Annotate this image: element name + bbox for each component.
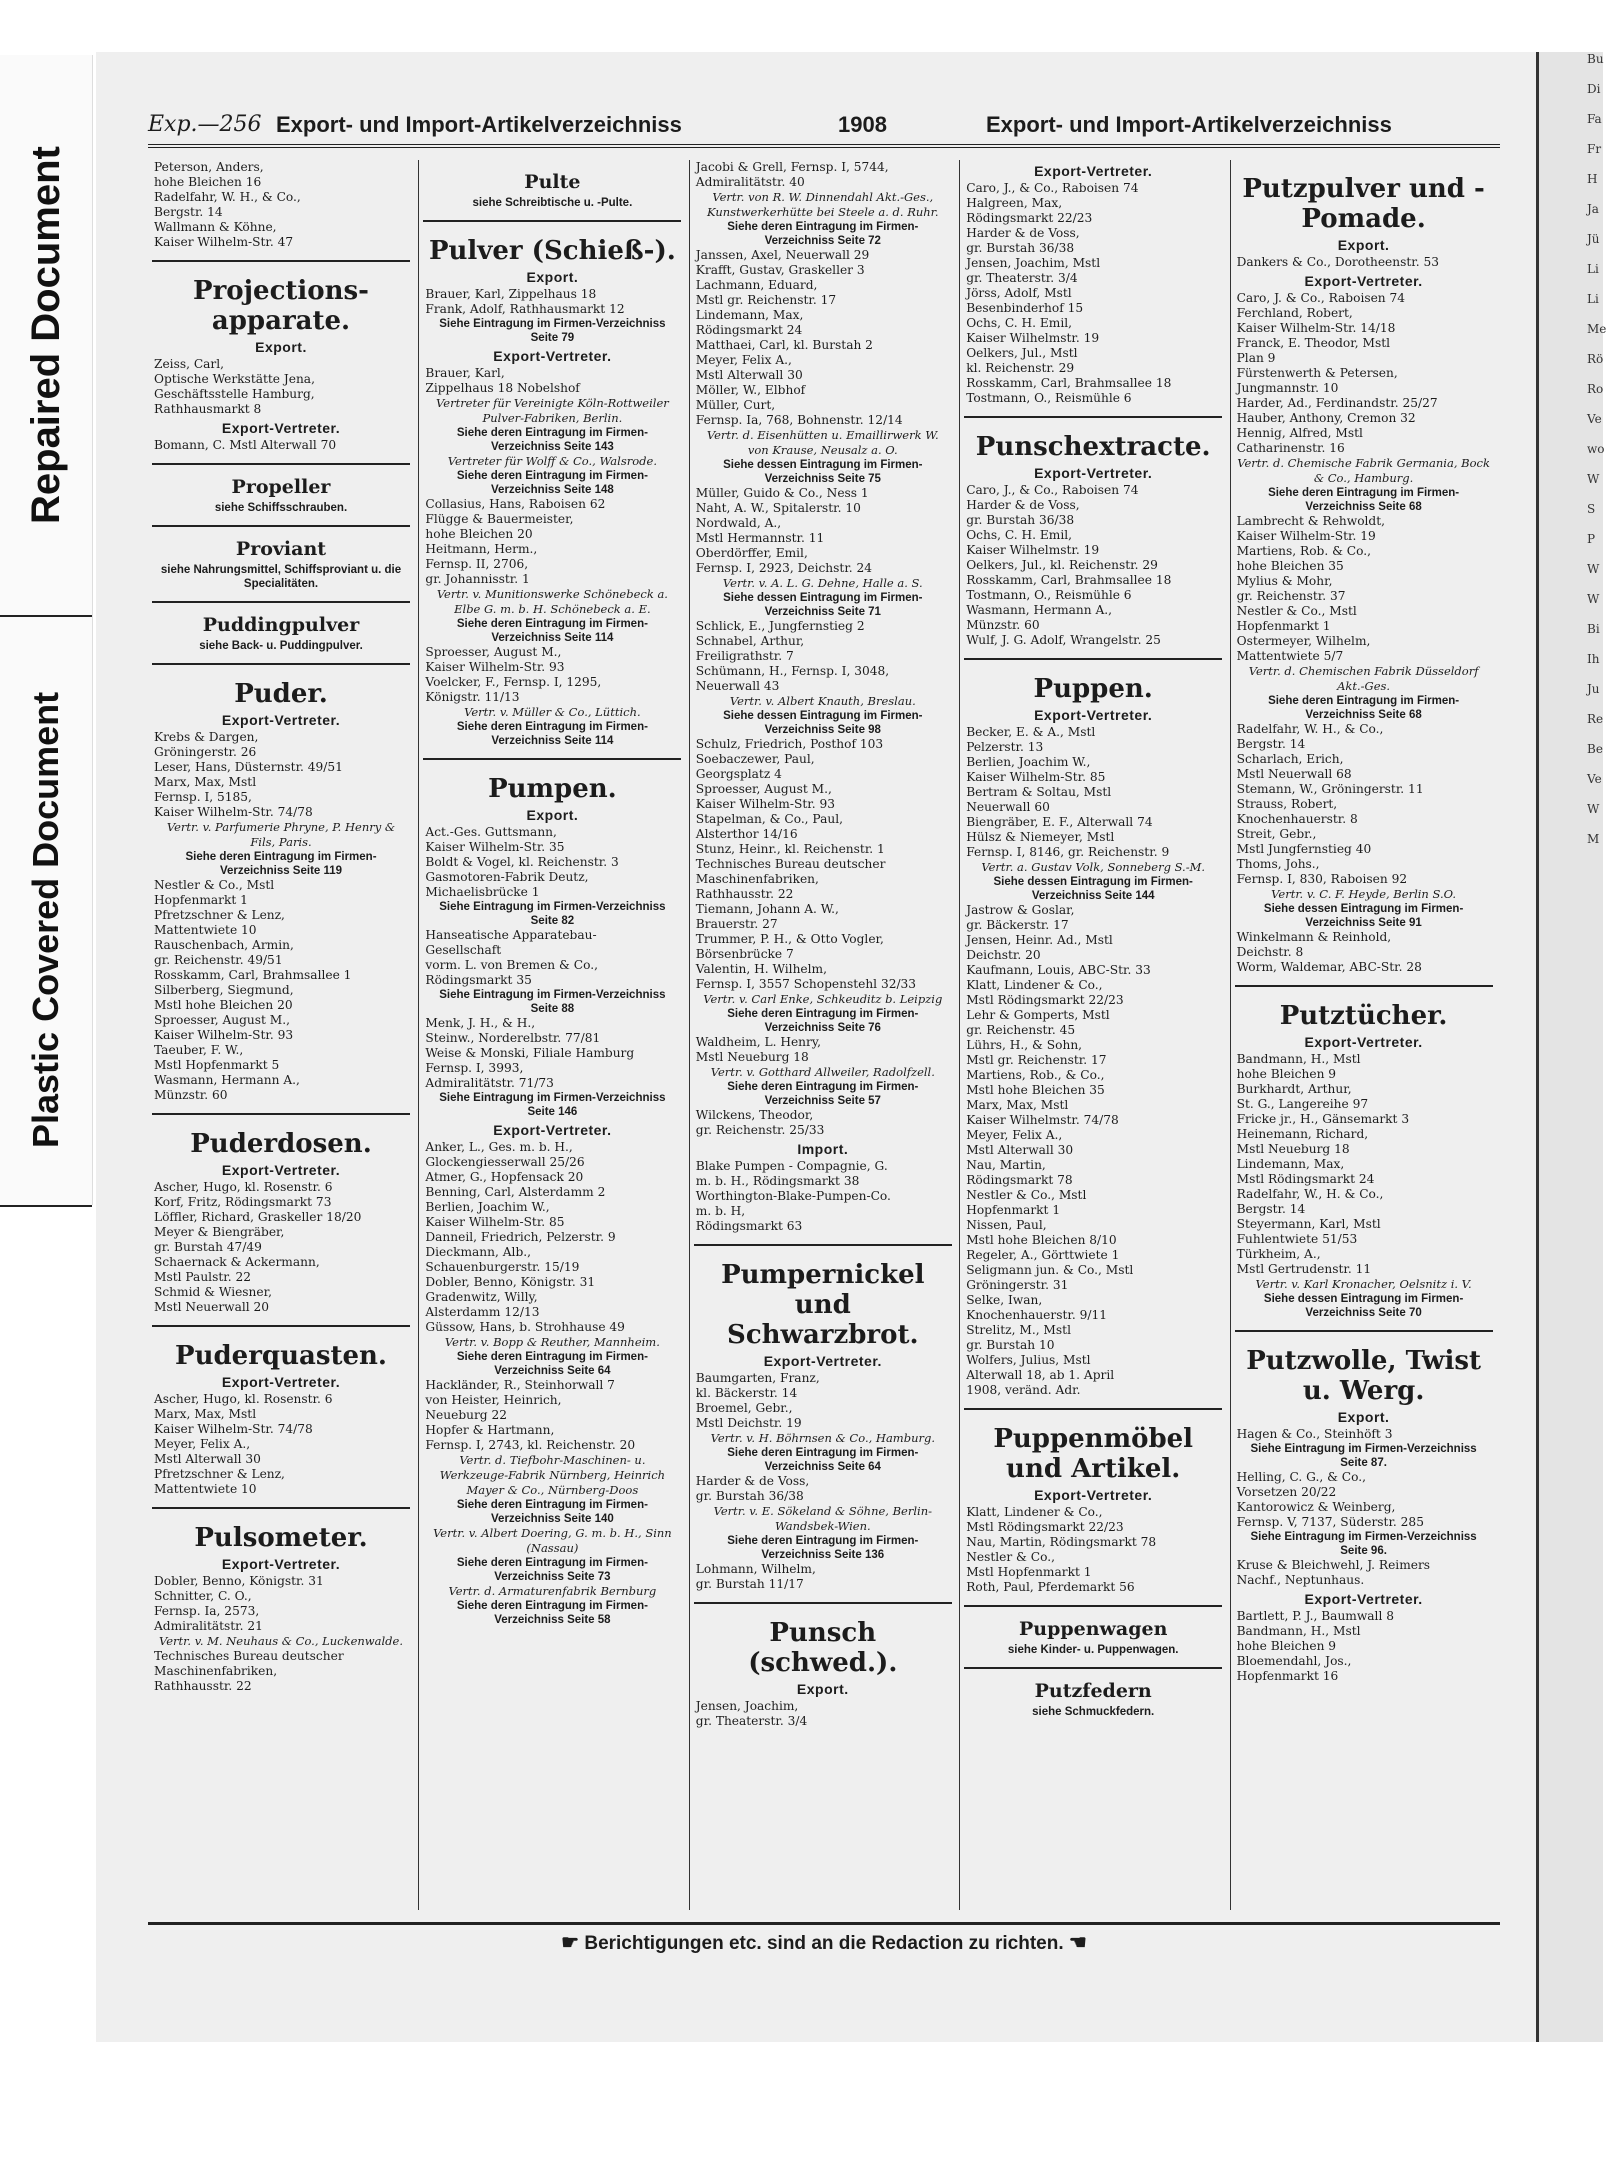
label-repaired-document: Repaired Document	[0, 55, 92, 617]
directory-entry: Bartlett, P. J., Baumwall 8 Bandmann, H., Mstl hohe Bleichen 9 Bloemendahl, Jos., Hopfenmarkt 16	[1236, 1609, 1394, 1683]
section-divider	[964, 1408, 1222, 1410]
directory-entry: Ascher, Hugo, kl. Rosenstr. 6 Korf, Fritz, Rödingsmarkt 73 Löffler, Richard, Graskeller 18/20 Meyer & Biengräber, gr. Burstah 47/49 Schaernack & Ackermann, Mstl Paulstr. 22 Schmid & Wiesner, Mstl Neuerwall 20	[154, 1180, 362, 1314]
adjacent-page-fragment: Ve	[1587, 412, 1602, 426]
representation-note: Vertr. v. M. Neuhaus & Co., Luckenwalde.	[159, 1634, 403, 1648]
section-divider	[694, 1602, 952, 1604]
subsection-heading: Pulte	[524, 171, 581, 193]
category-label: Export-Vertreter.	[221, 420, 341, 436]
section-heading: Puppen.	[1033, 674, 1153, 704]
category-label: Export-Vertreter.	[1304, 1591, 1423, 1607]
directory-entry: Bomann, C. Mstl Alterwall 70	[154, 438, 337, 452]
cross-reference: Siehe dessen Eintragung im Firmen-Verzeichniss Seite 71	[723, 592, 923, 618]
category-label: Export-Vertreter.	[763, 1353, 882, 1369]
cross-reference: Siehe deren Eintragung im Firmen-Verzeichniss Seite 143	[456, 427, 648, 453]
section-divider	[152, 663, 410, 665]
representation-note: Vertr. v. C. F. Heyde, Berlin S.O.	[1271, 887, 1457, 901]
section-heading: Puderdosen.	[190, 1129, 372, 1159]
section-heading: Projections-apparate.	[193, 276, 369, 336]
directory-entry: Nestler & Co., Mstl Hopfenmarkt 1 Pfretzschner & Lenz, Mattentwiete 10 Rauschenbach, Armin, gr. Reichenstr. 49/51 Rosskamm, Carl, Brahmsallee 1 Silberberg, Siegmund, Mstl hohe Bleichen 20 Sproesser, August M., Kaiser Wilhelm-Str. 93 Taeuber, F. W., Mstl Hopfenmarkt 5 Wasmann, Hermann A., Münzstr. 60	[154, 878, 352, 1102]
section-divider	[152, 1507, 410, 1509]
section-divider	[423, 758, 681, 760]
representation-note: Vertr. v. Bopp & Reuther, Mannheim.	[444, 1335, 660, 1349]
section-heading: Pulsometer.	[194, 1523, 368, 1553]
representation-note: Vertr. v. H. Böhrnsen & Co., Hamburg.	[710, 1431, 935, 1445]
pointing-hand-left-icon: ☚	[1068, 1932, 1087, 1954]
directory-entry: Jacobi & Grell, Fernsp. I, 5744, Admiralitätstr. 40	[695, 160, 889, 189]
directory-entry: Zeiss, Carl, Optische Werkstätte Jena, Geschäftsstelle Hamburg, Rathhausmarkt 8	[154, 357, 315, 416]
representation-note: Vertr. v. Albert Doering, G. m. b. H., Sinn (Nassau)	[433, 1526, 672, 1555]
column-2	[418, 160, 685, 1910]
cross-reference: Siehe deren Eintragung im Firmen-Verzeichniss Seite 58	[456, 1600, 648, 1626]
section-heading: Punschextracte.	[975, 432, 1211, 462]
section-heading: Pumpernickel und Schwarzbrot.	[721, 1260, 925, 1350]
adjacent-page-fragment: W	[1587, 592, 1600, 606]
section-divider	[1235, 985, 1493, 987]
side-label-strip	[0, 55, 93, 1205]
section-heading: Punsch (schwed.).	[748, 1618, 898, 1678]
directory-entry: Becker, E. & A., Mstl Pelzerstr. 13 Berlien, Joachim W., Kaiser Wilhelm-Str. 85 Bertram & Soltau, Mstl Neuerwall 60 Biengräber, E. F., Alterwall 74 Hülsz & Niemeyer, Mstl Fernsp. I, 8146, gr. Reichenstr. 9	[966, 725, 1170, 859]
category-label: Export.	[1337, 237, 1390, 253]
adjacent-page-fragment: Ju	[1587, 682, 1600, 696]
subsection-heading: Puppenwagen	[1018, 1618, 1168, 1640]
adjacent-page-fragment: Bu	[1587, 52, 1604, 66]
cross-reference: Siehe Eintragung im Firmen-Verzeichniss Seite 96.	[1250, 1531, 1477, 1557]
header-title-left: Export- und Import-Artikelverzeichniss	[276, 112, 682, 137]
cross-reference: siehe Nahrungsmittel, Schiffsproviant u. die Specialitäten.	[160, 564, 402, 590]
category-label: Export-Vertreter.	[1304, 1034, 1423, 1050]
representation-note: Vertr. v. Munitionswerke Schönebeck a. Elbe G. m. b. H. Schönebeck a. E.	[436, 587, 668, 616]
directory-entry: Lambrecht & Rehwoldt, Kaiser Wilhelm-Str. 19 Martiens, Rob. & Co., hohe Bleichen 35 Mylius & Mohr, gr. Reichenstr. 37 Nestler & Co., Mstl Hopfenmarkt 1 Ostermeyer, Wilhelm, Mattentwiete 5/7	[1236, 514, 1385, 663]
subsection-heading: Puddingpulver	[202, 614, 360, 636]
adjacent-page-fragment: Ro	[1587, 382, 1604, 396]
category-label: Export-Vertreter.	[493, 348, 612, 364]
directory-entry: Jensen, Joachim, gr. Theaterstr. 3/4	[695, 1699, 808, 1728]
category-label: Export-Vertreter.	[1304, 273, 1423, 289]
column-5	[1230, 160, 1497, 1910]
representation-note: Vertr. v. A. L. G. Dehne, Halle a. S.	[722, 576, 923, 590]
subsection-heading: Proviant	[235, 538, 327, 560]
cross-reference: Siehe deren Eintragung im Firmen-Verzeichniss Seite 119	[185, 851, 377, 877]
cross-reference: Siehe Eintragung im Firmen-Verzeichniss Seite 79	[439, 318, 666, 344]
directory-entry: Brauer, Karl, Zippelhaus 18 Frank, Adolf, Rathhausmarkt 12	[425, 287, 625, 316]
adjacent-page-fragment: Be	[1587, 742, 1603, 756]
cross-reference: Siehe deren Eintragung im Firmen-Verzeichniss Seite 72	[727, 221, 919, 247]
cross-reference: Siehe Eintragung im Firmen-Verzeichniss Seite 88	[439, 989, 666, 1015]
directory-entry: Hackländer, R., Steinhorwall 7 von Heister, Heinrich, Neueburg 22 Hopfer & Hartmann, Fernsp. I, 2743, kl. Reichenstr. 20	[425, 1378, 636, 1452]
adjacent-page-fragment: W	[1587, 562, 1600, 576]
directory-entry: Schlick, E., Jungfernstieg 2 Schnabel, Arthur, Freiligrathstr. 7 Schümann, H., Fernsp. I, 3048, Neuerwall 43	[695, 619, 890, 693]
category-label: Export-Vertreter.	[221, 1162, 341, 1178]
cross-reference: Siehe dessen Eintragung im Firmen-Verzeichniss Seite 75	[723, 459, 923, 485]
representation-note: Vertr. d. Eisenhütten u. Emaillirwerk W. von Krause, Neusalz a. O.	[706, 428, 939, 457]
category-label: Export.	[526, 807, 579, 823]
directory-entry: Hanseatische Apparatebau- Gesellschaft vorm. L. von Bremen & Co., Rödingsmarkt 35	[425, 928, 598, 987]
directory-entry: Caro, J., & Co., Raboisen 74 Halgreen, Max, Rödingsmarkt 22/23 Harder & de Voss, gr. Burstah 36/38 Jensen, Joachim, Mstl gr. Theaterstr. 3/4 Jörss, Adolf, Mstl Besenbinderhof 15 Ochs, C. H. Emil, Kaiser Wilhelmstr. 19 Oelkers, Jul., Mstl kl. Reichenstr. 29 Rosskamm, Carl, Brahmsallee 18 Tostmann, O., Reismühle 6	[966, 181, 1172, 405]
directory-entry: Caro, J., & Co., Raboisen 74 Harder & de Voss, gr. Burstah 36/38 Ochs, C. H. Emil, Kaiser Wilhelmstr. 19 Oelkers, Jul., kl. Reichenstr. 29 Rosskamm, Carl, Brahmsallee 18 Tostmann, O., Reismühle 6 Wasmann, Hermann A., Münzstr. 60 Wulf, J. G. Adolf, Wrangelstr. 25	[966, 483, 1172, 647]
page-number: Exp.—256	[148, 112, 262, 137]
representation-note: Vertreter für Wolff & Co., Walsrode.	[447, 454, 657, 468]
category-label: Export-Vertreter.	[221, 1374, 341, 1390]
adjacent-page-fragment: Di	[1587, 82, 1601, 96]
directory-entry: Baumgarten, Franz, kl. Bäckerstr. 14 Broemel, Gebr., Mstl Deichstr. 19	[695, 1371, 820, 1430]
section-heading: Pulver (Schieß-).	[428, 236, 676, 266]
category-label: Export.	[796, 1681, 849, 1697]
representation-note: Vertreter für Vereinigte Köln-Rottweiler Pulver-Fabriken, Berlin.	[436, 396, 669, 425]
directory-entry: Krebs & Dargen, Gröningerstr. 26 Leser, Hans, Düsternstr. 49/51 Marx, Max, Mstl Fernsp. I, 5185, Kaiser Wilhelm-Str. 74/78	[154, 730, 343, 819]
directory-entry: Technisches Bureau deutscher Maschinenfabriken, Rathhausstr. 22	[154, 1649, 344, 1693]
adjacent-page-fragment: Rö	[1587, 352, 1604, 366]
section-heading: Putzwolle, Twist u. Werg.	[1246, 1346, 1481, 1406]
cross-reference: Siehe deren Eintragung im Firmen-Verzeichniss Seite 148	[456, 470, 648, 496]
cross-reference: Siehe deren Eintragung im Firmen-Verzeichniss Seite 68	[1268, 487, 1460, 513]
representation-note: Vertr. v. Carl Enke, Schkeuditz b. Leipzig	[703, 992, 943, 1006]
directory-entry: Ascher, Hugo, kl. Rosenstr. 6 Marx, Max, Mstl Kaiser Wilhelm-Str. 74/78 Meyer, Felix A., Mstl Alterwall 30 Pfretzschner & Lenz, Mattentwiete 10	[154, 1392, 333, 1496]
directory-entry: Brauer, Karl, Zippelhaus 18 Nobelshof	[425, 366, 580, 395]
directory-entry: Radelfahr, W. H., & Co., Bergstr. 14 Scharlach, Erich, Mstl Neuerwall 68 Stemann, W., Gröningerstr. 11 Strauss, Robert, Knochenhauerstr. 8 Streit, Gebr., Mstl Jungfernstieg 40 Thoms, Johs., Fernsp. I, 830, Raboisen 92	[1236, 722, 1424, 886]
representation-note: Vertr. v. Karl Kronacher, Oelsnitz i. V.	[1255, 1277, 1472, 1291]
subsection-heading: Propeller	[231, 476, 331, 498]
directory-entry: Schulz, Friedrich, Posthof 103 Soebaczewer, Paul, Georgsplatz 4 Sproesser, August M., Kaiser Wilhelm-Str. 93 Stapelman, & Co., Paul, Alsterthor 14/16 Stunz, Heinr., kl. Reichenstr. 1 Technisches Bureau deutscher Maschinenfabriken, Rathhausstr. 22 Tiemann, Johann A. W., Brauerstr. 27 Trummer, P. H., & Otto Vogler, Börsenbrücke 7 Valentin, H. Wilhelm, Fernsp. I, 3557 Schopenstehl 32/33	[695, 737, 917, 991]
adjacent-page-fragment: Re	[1587, 712, 1604, 726]
section-heading: Puder.	[234, 679, 328, 709]
section-divider	[152, 601, 410, 603]
cross-reference: Siehe deren Eintragung im Firmen-Verzeichniss Seite 114	[456, 618, 648, 644]
cross-reference: Siehe dessen Eintragung im Firmen-Verzeichniss Seite 70	[1263, 1293, 1464, 1319]
representation-note: Vertr. v. Albert Knauth, Breslau.	[729, 694, 916, 708]
category-label: Export-Vertreter.	[493, 1122, 612, 1138]
directory-entry: Winkelmann & Reinhold, Deichstr. 8 Worm, Waldemar, ABC-Str. 28	[1236, 930, 1422, 974]
cross-reference: Siehe dessen Eintragung im Firmen-Verzeichniss Seite 91	[1263, 903, 1464, 929]
cross-reference: Siehe deren Eintragung im Firmen-Verzeichniss Seite 114	[456, 721, 648, 747]
adjacent-page-fragment: W	[1587, 802, 1600, 816]
cross-reference: Siehe deren Eintragung im Firmen-Verzeichniss Seite 64	[727, 1447, 919, 1473]
section-heading: Puderquasten.	[175, 1341, 387, 1371]
directory-entry: Harder & de Voss, gr. Burstah 36/38	[695, 1474, 810, 1503]
section-divider	[1235, 1330, 1493, 1332]
category-label: Export-Vertreter.	[1034, 707, 1153, 723]
cross-reference: Siehe deren Eintragung im Firmen-Verzeichniss Seite 68	[1268, 695, 1460, 721]
representation-note: Vertr. d. Armaturenfabrik Bernburg	[448, 1584, 657, 1598]
category-label: Import.	[797, 1141, 849, 1157]
cross-reference: Siehe deren Eintragung im Firmen-Verzeichniss Seite 136	[727, 1535, 919, 1561]
column-1	[148, 160, 414, 1910]
adjacent-page-fragment: Li	[1587, 292, 1599, 306]
category-label: Export-Vertreter.	[221, 712, 341, 728]
directory-entry: Caro, J. & Co., Raboisen 74 Ferchland, Robert, Kaiser Wilhelm-Str. 14/18 Franck, E. Theodor, Mstl Plan 9 Fürstenwerth & Petersen, Jungmannstr. 10 Harder, Ad., Ferdinandstr. 25/27 Hauber, Anthony, Cremon 32 Hennig, Alfred, Mstl Catharinenstr. 16	[1236, 291, 1438, 455]
cross-reference: Siehe Eintragung im Firmen-Verzeichniss Seite 87.	[1250, 1443, 1477, 1469]
representation-note: Vertr. d. Chemische Fabrik Germania, Bock & Co., Hamburg.	[1237, 456, 1490, 485]
adjacent-page-fragment: wo	[1587, 442, 1605, 456]
directory-entry: Menk, J. H., & H., Steinw., Norderelbstr. 77/81 Weise & Monski, Filiale Hamburg Fernsp. I, 3993, Admiralitätstr. 71/73	[425, 1016, 635, 1090]
section-divider	[152, 463, 410, 465]
directory-entry: Lohmann, Wilhelm, gr. Burstah 11/17	[695, 1562, 816, 1591]
category-label: Export-Vertreter.	[221, 1556, 341, 1572]
section-heading: Putztücher.	[1279, 1001, 1448, 1031]
directory-entry: Wilckens, Theodor, gr. Reichenstr. 25/33	[695, 1108, 825, 1137]
cross-reference: siehe Schreibtische u. -Pulte.	[472, 197, 633, 209]
label-plastic-covered-document: Plastic Covered Document	[0, 635, 92, 1207]
directory-entry: Dobler, Benno, Königstr. 31 Schnitter, C. O., Fernsp. Ia, 2573, Admiralitätstr. 21	[154, 1574, 324, 1633]
section-divider	[152, 525, 410, 527]
representation-note: Vertr. a. Gustav Volk, Sonneberg S.-M.	[981, 860, 1206, 874]
adjacent-page-fragment: H	[1587, 172, 1598, 186]
section-divider	[964, 658, 1222, 660]
directory-entry: Bandmann, H., Mstl hohe Bleichen 9 Burkhardt, Arthur, St. G., Langereihe 97 Fricke jr., H., Gänsemarkt 3 Heinemann, Richard, Mstl Neueburg 18 Lindemann, Max, Mstl Rödingsmarkt 24 Radelfahr, W., H. & Co., Bergstr. 14 Steyermann, Karl, Mstl Fuhlentwiete 51/53 Türkheim, A., Mstl Gertrudenstr. 11	[1236, 1052, 1410, 1276]
directory-entry: Helling, C. G., & Co., Vorsetzen 20/22 Kantorowicz & Weinberg, Fernsp. V, 7137, Süderstr. 285	[1236, 1470, 1424, 1529]
representation-note: Vertr. v. Gotthard Allweiler, Radolfzell.	[710, 1065, 935, 1079]
column-3	[689, 160, 956, 1910]
directory-entry: Hagen & Co., Steinhöft 3	[1236, 1427, 1393, 1441]
cross-reference: Siehe dessen Eintragung im Firmen-Verzeichniss Seite 144	[993, 876, 1193, 902]
footer-note	[148, 1922, 1500, 1965]
cross-reference: Siehe deren Eintragung im Firmen-Verzeichniss Seite 64	[456, 1351, 648, 1377]
header-title-right: Export- und Import-Artikelverzeichniss	[986, 112, 1392, 137]
directory-entry: Waldheim, L. Henry, Mstl Neueburg 18	[695, 1035, 821, 1064]
section-divider	[152, 260, 410, 262]
cross-reference: Siehe Eintragung im Firmen-Verzeichniss Seite 82	[439, 901, 666, 927]
cross-reference: siehe Schiffsschrauben.	[214, 502, 348, 514]
category-label: Export-Vertreter.	[1034, 465, 1153, 481]
directory-entry: Peterson, Anders, hohe Bleichen 16 Radelfahr, W. H., & Co., Bergstr. 14 Wallmann & Köhne, Kaiser Wilhelm-Str. 47	[154, 160, 301, 249]
directory-entry: Müller, Guido & Co., Ness 1 Naht, A. W., Spitalerstr. 10 Nordwald, A., Mstl Hermannstr. 11 Oberdörffer, Emil, Fernsp. I, 2923, Deichstr. 24	[695, 486, 873, 575]
directory-entry: Dankers & Co., Dorotheenstr. 53	[1236, 255, 1440, 269]
directory-entry: Sproesser, August M., Kaiser Wilhelm-Str. 93 Voelcker, F., Fernsp. I, 1295, Königstr. 11/13	[425, 645, 602, 704]
section-divider	[964, 1667, 1222, 1669]
directory-entry: Collasius, Hans, Raboisen 62 Flügge & Bauermeister, hohe Bleichen 20 Heitmann, Herm., Fernsp. II, 2706, gr. Johannisstr. 1	[425, 497, 606, 586]
adjacent-page-fragment: Fa	[1587, 112, 1602, 126]
cross-reference: Siehe deren Eintragung im Firmen-Verzeichniss Seite 140	[456, 1499, 648, 1525]
directory-entry: Anker, L., Ges. m. b. H., Glockengiesserwall 25/26 Atmer, G., Hopfensack 20 Benning, Carl, Alsterdamm 2 Berlien, Joachim W., Kaiser Wilhelm-Str. 85 Danneil, Friedrich, Pelzerstr. 9 Dieckmann, Alb., Schauenburgerstr. 15/19 Dobler, Benno, Königstr. 31 Gradenwitz, Willy, Alsterdamm 12/13 Güssow, Hans, b. Strohhause 49	[425, 1140, 625, 1334]
category-label: Export.	[1337, 1409, 1390, 1425]
header-year: 1908	[838, 112, 887, 137]
section-divider	[964, 1605, 1222, 1607]
category-label: Export-Vertreter.	[1034, 1487, 1153, 1503]
adjacent-page-fragment: P	[1587, 532, 1596, 546]
section-divider	[964, 416, 1222, 418]
adjacent-page-fragment: Bi	[1587, 622, 1600, 636]
directory-entry: Janssen, Axel, Neuerwall 29 Krafft, Gustav, Graskeller 3 Lachmann, Eduard, Mstl gr. Reichenstr. 17 Lindemann, Max, Rödingsmarkt 24 Matthaei, Carl, kl. Burstah 2 Meyer, Felix A., Mstl Alterwall 30 Möller, W., Elbhof Müller, Curt, Fernsp. Ia, 768, Bohnenstr. 12/14	[695, 248, 903, 427]
category-label: Export.	[526, 269, 579, 285]
adjacent-page-fragment: S	[1587, 502, 1596, 516]
representation-note: Vertr. v. Parfumerie Phryne, P. Henry & Fils, Paris.	[166, 820, 396, 849]
section-heading: Pumpen.	[488, 774, 617, 804]
footer-text: Berichtigungen etc. sind an die Redaction zu richten.	[584, 1933, 1064, 1954]
directory-entry: Klatt, Lindener & Co., Mstl Rödingsmarkt 22/23 Nau, Martin, Rödingsmarkt 78 Nestler & Co., Mstl Hopfenmarkt 1 Roth, Paul, Pferdemarkt 56	[966, 1505, 1157, 1594]
adjacent-page-fragment: Me	[1587, 322, 1606, 336]
directory-entry: Jastrow & Goslar, gr. Bäckerstr. 17 Jensen, Heinr. Ad., Mstl Deichstr. 20 Kaufmann, Louis, ABC-Str. 33 Klatt, Lindener & Co., Mstl Rödingsmarkt 22/23 Lehr & Gomperts, Mstl gr. Reichenstr. 45 Lührs, H., & Sohn, Mstl gr. Reichenstr. 17 Martiens, Rob., & Co., Mstl hohe Bleichen 35 Marx, Max, Mstl Kaiser Wilhelmstr. 74/78 Meyer, Felix A., Mstl Alterwall 30 Nau, Martin, Rödingsmarkt 78 Nestler & Co., Mstl Hopfenmarkt 1 Nissen, Paul, Mstl hohe Bleichen 8/10 Regeler, A., Görttwiete 1 Seligmann jun. & Co., Mstl Gröningerstr. 31 Selke, Iwan, Knochenhauerstr. 9/11 Strelitz, M., Mstl gr. Burstah 10 Wolfers, Julius, Mstl Alterwall 18, ab 1. April 1908, veränd. Adr.	[966, 903, 1151, 1397]
section-heading: Putzpulver und -Pomade.	[1242, 174, 1485, 234]
adjacent-page-fragment: Li	[1587, 262, 1599, 276]
section-heading: Puppenmöbel und Artikel.	[993, 1424, 1194, 1484]
cross-reference: siehe Back- u. Puddingpulver.	[199, 640, 363, 652]
adjacent-page-fragment: M	[1587, 832, 1600, 846]
representation-note: Vertr. v. Müller & Co., Lüttich.	[464, 705, 641, 719]
section-divider	[152, 1325, 410, 1327]
cross-reference: Siehe deren Eintragung im Firmen-Verzeichniss Seite 76	[727, 1008, 919, 1034]
adjacent-page-fragment: Fr	[1587, 142, 1602, 156]
adjacent-page-edge	[1536, 52, 1606, 2042]
adjacent-page-fragment: W	[1587, 472, 1600, 486]
cross-reference: siehe Schmuckfedern.	[1032, 1706, 1155, 1718]
cross-reference: Siehe Eintragung im Firmen-Verzeichniss Seite 146	[439, 1092, 666, 1118]
adjacent-page-fragment: Ve	[1587, 772, 1602, 786]
section-divider	[423, 220, 681, 222]
directory-entry: Act.-Ges. Guttsmann, Kaiser Wilhelm-Str. 35 Boldt & Vogel, kl. Reichenstr. 3 Gasmotoren-Fabrik Deutz, Michaelisbrücke 1	[425, 825, 619, 899]
column-4	[959, 160, 1226, 1910]
representation-note: Vertr. von R. W. Dinnendahl Akt.-Ges., Kunstwerkerhütte bei Steele a. d. Ruhr.	[707, 190, 939, 219]
cross-reference: Siehe dessen Eintragung im Firmen-Verzeichniss Seite 98	[723, 710, 923, 736]
page-header	[148, 108, 1500, 148]
representation-note: Vertr. v. E. Sökeland & Söhne, Berlin-Wandsbek-Wien.	[713, 1504, 933, 1533]
cross-reference: siehe Kinder- u. Puppenwagen.	[1007, 1644, 1179, 1656]
section-divider	[152, 1113, 410, 1115]
adjacent-page-fragment: Ih	[1587, 652, 1600, 666]
cross-reference: Siehe deren Eintragung im Firmen-Verzeichniss Seite 57	[727, 1081, 919, 1107]
adjacent-page-fragment: Ja	[1587, 202, 1599, 216]
representation-note: Vertr. d. Tiefbohr-Maschinen- u. Werkzeuge-Fabrik Nürnberg, Heinrich Mayer & Co., Nürnberg-Doos	[439, 1453, 666, 1497]
directory-entry: Kruse & Bleichwehl, J. Reimers Nachf., Neptunhaus.	[1236, 1558, 1431, 1587]
pointing-hand-right-icon: ☛	[561, 1932, 580, 1954]
columns	[148, 160, 1500, 1910]
directory-entry: Blake Pumpen - Compagnie, G. m. b. H., Rödingsmarkt 38 Worthington-Blake-Pumpen-Co. m. b. H, Rödingsmarkt 63	[695, 1159, 891, 1233]
category-label: Export-Vertreter.	[1034, 163, 1153, 179]
cross-reference: Siehe deren Eintragung im Firmen-Verzeichniss Seite 73	[456, 1557, 648, 1583]
section-divider	[694, 1244, 952, 1246]
category-label: Export.	[255, 339, 307, 355]
subsection-heading: Putzfedern	[1034, 1680, 1152, 1702]
adjacent-page-fragment: Jü	[1587, 232, 1600, 246]
representation-note: Vertr. d. Chemischen Fabrik Düsseldorf Akt.-Ges.	[1248, 664, 1479, 693]
